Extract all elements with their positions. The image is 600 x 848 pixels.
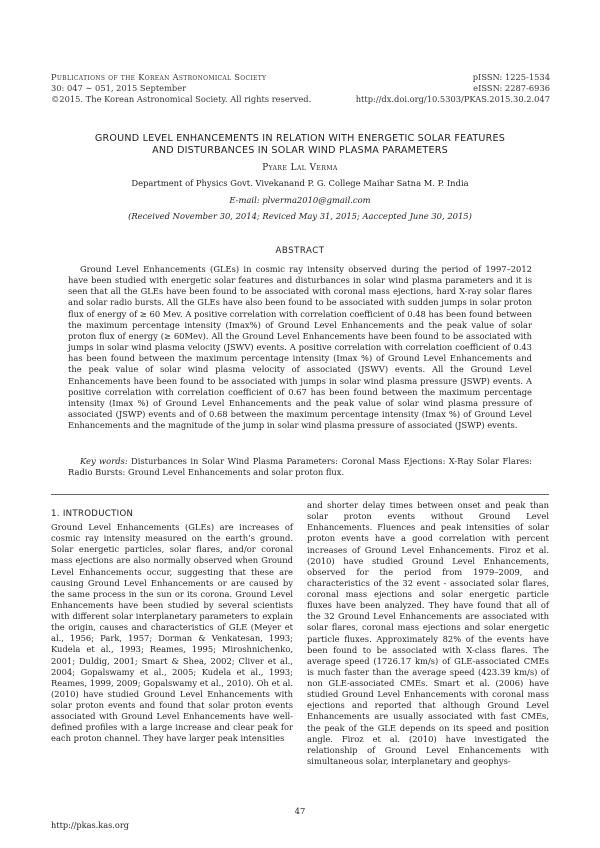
title-line-2: AND DISTURBANCES IN SOLAR WIND PLASMA PARAMETERS bbox=[152, 145, 448, 156]
keywords-text: Disturbances in Solar Wind Plasma Parameters: Coronal Mass Ejections: X-Ray Solar Flares: Radio Bursts: Ground Level Enhancements and solar proton flux. bbox=[68, 456, 532, 478]
title-line-1: GROUND LEVEL ENHANCEMENTS IN RELATION WITH ENERGETIC SOLAR FEATURES bbox=[94, 133, 506, 144]
footnote-url[interactable]: http://pkas.kas.org bbox=[51, 820, 129, 830]
author-email[interactable]: E-mail: plverma2010@gmail.com bbox=[229, 195, 371, 205]
issn-header bbox=[356, 72, 550, 105]
eissn: eISSN: 2287-6936 bbox=[473, 83, 550, 93]
journal-name: Publications of the Korean Astronomical Society bbox=[51, 72, 267, 82]
volume-line: 30: 047 ∼ 051, 2015 September bbox=[51, 83, 187, 93]
keywords-label: Key words: bbox=[80, 456, 128, 466]
journal-header bbox=[51, 72, 311, 105]
page-number: 47 bbox=[294, 806, 306, 816]
pissn: pISSN: 1225-1534 bbox=[472, 72, 550, 82]
section-heading: 1. INTRODUCTION bbox=[51, 509, 134, 519]
received-dates: (Received November 30, 2014; Reviced May 31, 2015; Aaccepted June 30, 2015) bbox=[128, 211, 472, 221]
author-name: Pyare Lal Verma bbox=[262, 163, 338, 173]
left-column-text: Ground Level Enhancements (GLEs) are increases of cosmic ray intensity measured on the earth’s ground. Solar energetic particles, solar flares, and/or coronal mass ejections are also normally observed when Ground Level Enhancements occur, suggesting that these are causing Ground Level Enhancements or are caused by the same process in the sun or its corona. Ground Level Enhancements have been studied by several scientists with different solar interplanetary parameters to explain the origin, causes and characteristics of GLE (Meyer et al., 1956; Park, 1957; Dorman & Venkatesan, 1993; Kudela et al., 1993; Reames, 1995; Miroshnichenko, 2001; Duldig, 2001; Smart & Shea, 2002; Cliver et al., 2004; Gopalswamy et al., 2005; Kudela et al., 1993; Reames, 1999, 2009; Gopalswamy et al., 2010). Oh et al. (2010) have studied Ground Level Enhancements with solar proton events and found that solar proton events associated with Ground Level Enhancements have well-defined profiles with a large increase and clear peak for each proton channel. They have larger peak intensities bbox=[51, 522, 293, 744]
right-column-text: and shorter delay times between onset and peak than solar proton events without Ground Level Enhancements. Fluences and peak intensities of solar proton events have a good correlation with percent increases of Ground Level Enhancements. Firoz et al. (2010) have studied Ground Level Enhancements, observed for the period from 1979–2009, and characteristics of the 32 event - associated solar flares, coronal mass ejections and solar energetic particle fluxes have been analyzed. They have found that all of the 32 Ground Level Enhancements are associated with solar flares, coronal mass ejections and solar energetic particle fluxes. Approximately 82% of the events have been found to be associated with X-class flares. The average speed (1726.17 km/s) of GLE-associated CMEs is much faster than the average speed (423.39 km/s) of non GLE-associated CMEs. Smart et al. (2006) have studied Ground Level Enhancements with coronal mass ejections and reported that although Ground Level Enhancements are usually associated with fast CMEs, the peak of the GLE depends on its speed and position angle. Firoz et al. (2010) have investigated the relationship of Ground Level Enhancements with simultaneous solar, interplanetary and geophys- bbox=[307, 500, 549, 766]
abstract-body: Ground Level Enhancements (GLEs) in cosmic ray intensity observed during the period of 1997–2012 have been studied with energetic solar features and disturbances in solar wind plasma parameters and it is seen that all the GLEs have been found to be associated with coronal mass ejections, hard X-ray solar flares and solar radio bursts. All the GLEs have also been found to be associated with sudden jumps in solar proton flux of energy of ≥ 60 Mev. A positive correlation with correlation coefficient of 0.48 has been found between the maximum percentage intensity (Imax%) of Ground Level Enhancements and the peak value of solar proton flux of energy (≥ 60Mev). All the Ground Level Enhancements have been found to be associated with jumps in solar wind plasma velocity (JSWV) events. A positive correlation with correlation coefficient of 0.43 has been found between the maximum percentage intensity (Imax %) of Ground Level Enhancements and the peak value of solar wind plasma velocity of associated (JSWV) events. All the Ground Level Enhancements have been found to be associated with jumps in solar wind plasma pressure (JSWP) events. A positive correlation with correlation coefficient of 0.67 has been found between the maximum percentage intensity (Imax %) of Ground Level Enhancements and the peak value of solar wind plasma pressure of associated (JSWP) events and of 0.68 between the maximum percentage intensity (Imax %) of Ground Level Enhancements and the magnitude of the jump in solar wind plasma pressure of associated (JSWP) events. bbox=[68, 264, 532, 431]
abstract-heading: ABSTRACT bbox=[275, 246, 325, 256]
paper-title bbox=[60, 133, 540, 157]
doi-link[interactable]: http://dx.doi.org/10.5303/PKAS.2015.30.2.047 bbox=[355, 94, 550, 104]
section-divider bbox=[51, 494, 549, 495]
copyright-line: ©2015. The Korean Astronomical Society. All rights reserved. bbox=[51, 94, 312, 104]
keywords bbox=[68, 456, 532, 478]
affiliation: Department of Physics Govt. Vivekanand P. G. College Maihar Satna M. P. India bbox=[131, 178, 469, 188]
